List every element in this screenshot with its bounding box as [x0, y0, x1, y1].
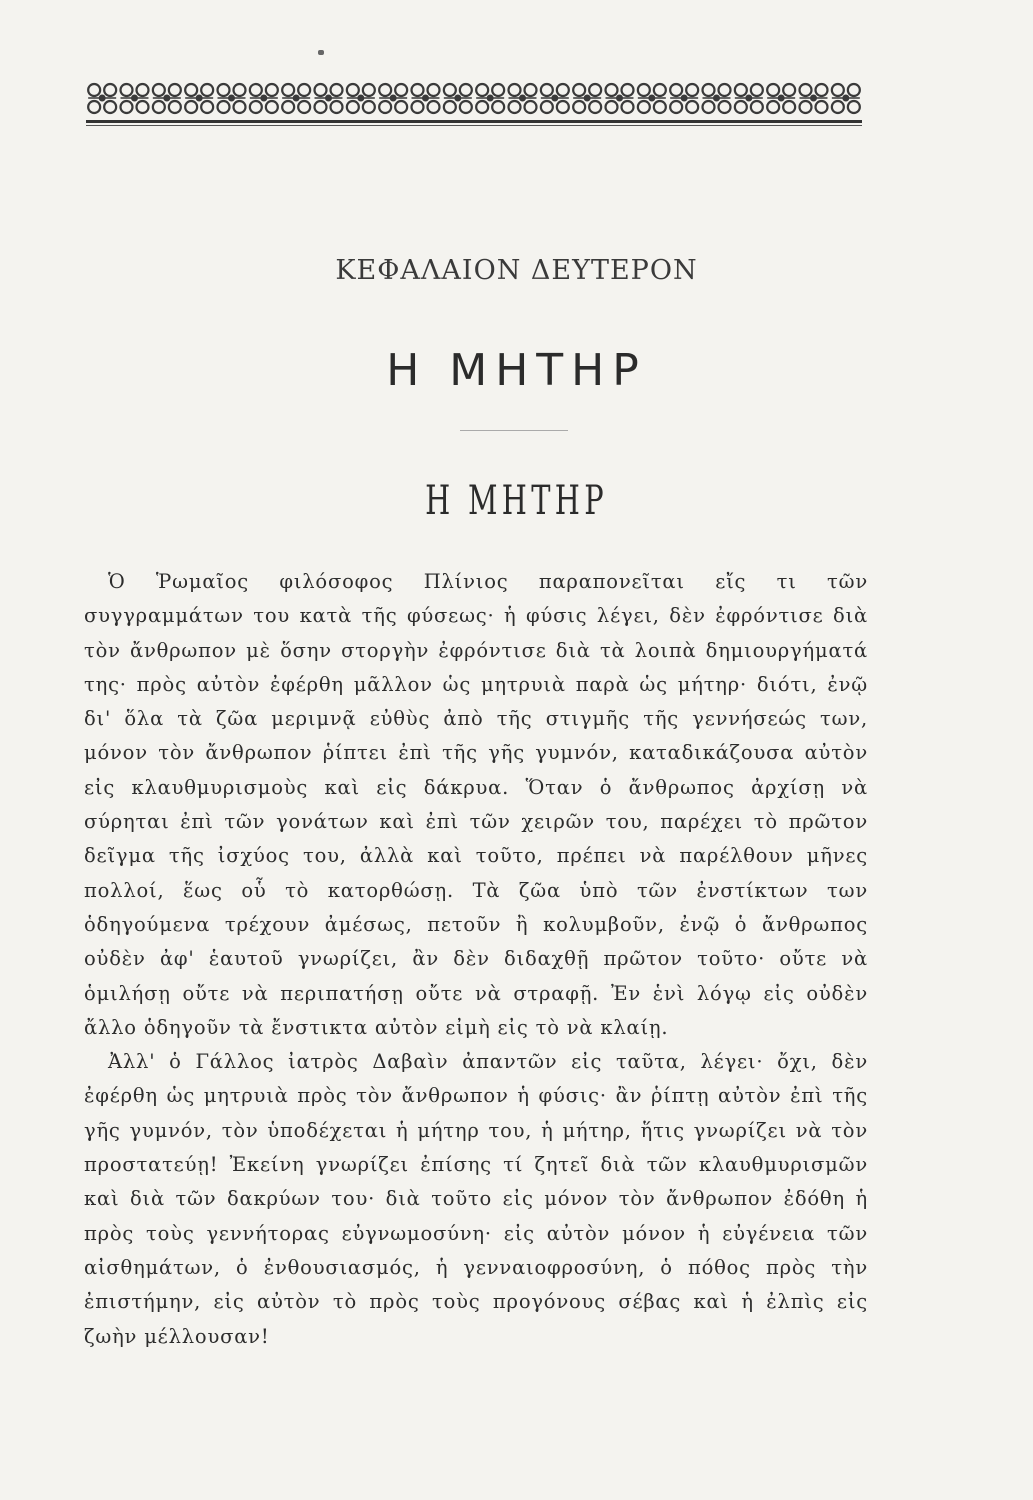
ornament-motif — [153, 84, 181, 113]
ornament-motif — [573, 84, 601, 113]
ornament-motif — [767, 84, 795, 113]
ornament-motif — [88, 84, 116, 113]
ornament-motif — [638, 84, 666, 113]
ornament-motif — [476, 84, 504, 113]
chapter-title: Η ΜΗΤΗΡ — [386, 345, 647, 396]
section-title: Η ΜΗΤΗΡ — [425, 478, 608, 524]
chapter-heading: ΚΕΦΑΛΑΙΟΝ ΔΕΥΤΕΡΟΝ — [335, 255, 698, 286]
ornament-motif — [509, 84, 537, 113]
ornament-motif — [703, 84, 731, 113]
ink-speck — [318, 50, 324, 55]
ornament-motif — [250, 84, 278, 113]
ornament-rule-thin — [86, 125, 862, 126]
ornament-motif — [444, 84, 472, 113]
ornament-motif — [315, 84, 343, 113]
ornament-motif — [541, 84, 569, 113]
title-divider — [460, 430, 568, 431]
paragraph-1: Ὁ Ῥωμαῖος φιλόσοφος Πλίνιος παραπονεῖται εἴς τι τῶν συγγραμμάτων του κατὰ τῆς φύσεως· ἡ φύσις λέγει, δὲν ἐφρόντισε διὰ τὸν ἄνθρωπον μὲ ὅσην στοργὴν ἐφρόντισε διὰ τὰ λοιπὰ δημιουργήματά της· πρὸς αὐτὸν ἐφέρθη μᾶλλον ὡς μητρυιὰ παρὰ ὡς μήτηρ· διότι, ἐνῷ δι' ὅλα τὰ ζῶα μεριμνᾷ εὐθὺς ἀπὸ τῆς στιγμῆς τῆς γεννήσεώς των, μόνον τὸν ἄνθρωπον ῥίπτει ἐπὶ τῆς γῆς γυμνόν, καταδικάζουσα αὐτὸν εἰς κλαυθμυρισμοὺς καὶ εἰς δάκρυα. Ὅταν ὁ ἄνθρωπος ἀρχίσῃ νὰ σύρηται ἐπὶ τῶν γονάτων καὶ ἐπὶ τῶν χειρῶν του, παρέχει τὸ πρῶτον δεῖγμα τῆς ἰσχύος του, ἀλλὰ καὶ τοῦτο, πρέπει νὰ παρέλθουν μῆνες πολλοί, ἕως οὗ τὸ κατορθώσῃ. Τὰ ζῶα ὑπὸ τῶν ἐνστίκτων των ὁδηγούμενα τρέχουν ἀμέσως, πετοῦν ἢ κολυμβοῦν, ἐνῷ ὁ ἄνθρωπος οὐδὲν ἀφ' ἑαυτοῦ γνωρίζει, ἂν δὲν διδαχθῇ πρῶτον τοῦτο· οὔτε νὰ ὁμιλήσῃ οὔτε νὰ περιπατήσῃ οὔτε νὰ στραφῇ. Ἐν ἑνὶ λόγῳ εἰς οὐδὲν ἄλλο ὁδηγοῦν τὰ ἔνστικτα αὐτὸν εἰμὴ εἰς τὸ νὰ κλαίῃ. — [84, 570, 868, 1039]
ornament-motif — [412, 84, 440, 113]
ornament-motif — [185, 84, 213, 113]
ornament-motif — [379, 84, 407, 113]
ornament-motif — [121, 84, 149, 113]
ornament-motif — [347, 84, 375, 113]
ornament-motif — [735, 84, 763, 113]
ornament-motif — [670, 84, 698, 113]
ornament-motif — [218, 84, 246, 113]
header-ornament — [86, 76, 862, 122]
ornament-motif — [282, 84, 310, 113]
ornament-motif — [832, 84, 860, 113]
ornament-rule — [86, 120, 862, 123]
ornament-motif — [606, 84, 634, 113]
ornament-motif — [800, 84, 828, 113]
paragraph-2: Ἀλλ' ὁ Γάλλος ἰατρὸς Δαβαὶν ἀπαντῶν εἰς ταῦτα, λέγει· ὄχι, δὲν ἐφέρθη ὡς μητρυιὰ πρὸς τὸν ἄνθρωπον ἡ φύσις· ἂν ῥίπτῃ αὐτὸν ἐπὶ τῆς γῆς γυμνόν, τὸν ὑποδέχεται ἡ μήτηρ του, ἡ μήτηρ, ἥτις γνωρίζει νὰ τὸν προστατεύῃ! Ἐκείνη γνωρίζει ἐπίσης τί ζητεῖ διὰ τῶν κλαυθμυρισμῶν καὶ διὰ τῶν δακρύων του· διὰ τοῦτο εἰς μόνον τὸν ἄνθρωπον ἐδόθη ἡ πρὸς τοὺς γεννήτορας εὐγνωμοσύνη· εἰς αὐτὸν μόνον ἡ εὐγένεια τῶν αἰσθημάτων, ὁ ἐνθουσιασμός, ἡ γενναιοφροσύνη, ὁ πόθος πρὸς τὴν ἐπιστήμην, εἰς αὐτὸν τὸ πρὸς τοὺς προγόνους σέβας καὶ ἡ ἐλπὶς εἰς ζωὴν μέλλουσαν! — [84, 1050, 868, 1348]
body-text — [84, 565, 868, 1354]
